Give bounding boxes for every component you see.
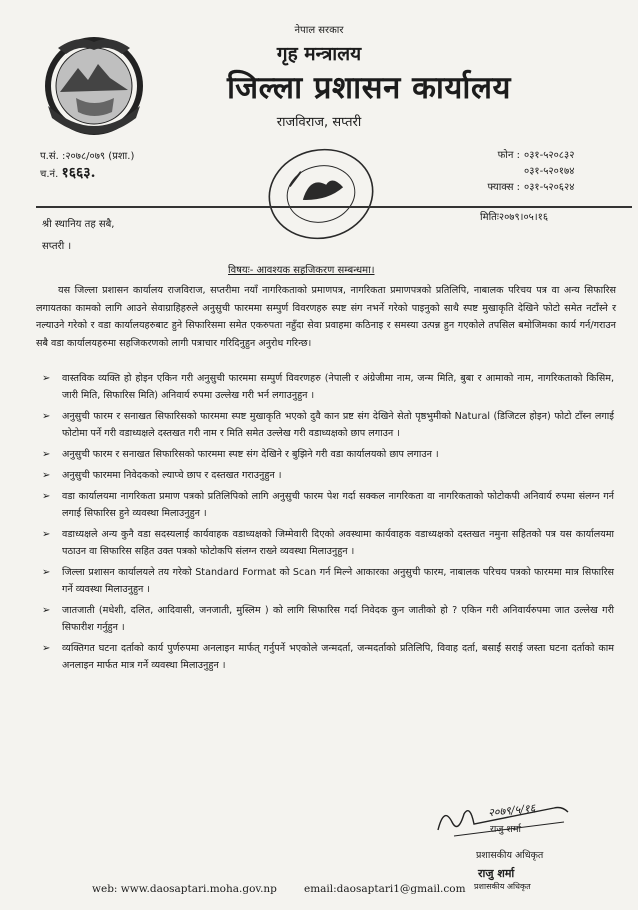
header-divider — [36, 206, 632, 208]
list-item: ➢ अनुसुची फारममा निवेदकको ल्याप्चे छाप र दस्तखत गराउनुहुन । — [36, 467, 614, 484]
recipient-line-1: श्री स्थानिय तह सबै, — [42, 219, 115, 230]
list-item: ➢ अनुसुची फारम र सनाखत सिफारिसको फारममा स्पष्ट संग देखिने र बुझिने गरी वडा कार्यालयको छाप लगाउन । — [36, 446, 614, 463]
fax-row — [472, 180, 574, 196]
signatory-name: राजु शर्मा — [490, 824, 522, 835]
arrow-bullet-icon: ➢ — [42, 373, 51, 384]
name-stamp: राजु शर्मा — [478, 867, 515, 880]
arrow-bullet-icon: ➢ — [42, 449, 51, 460]
letter-subject: विषयः- आवश्यक सहजिकरण सम्बन्धमा। — [228, 265, 375, 276]
phone-row-2 — [472, 164, 574, 180]
list-item: ➢ व्यक्तिगत घटना दर्ताको कार्य पुर्णरुपमा अनलाइन मार्फत् गर्नुपर्ने भएकोले जन्मदर्ता, जन्मदर्ताको प्रतिलिपि, विवाह दर्ता, बसाईं सराई जस्ता घटना दर्ताको काम अनलाइन मार्फत मात्र गर्ने व्यवस्था मिलाउनुहुन । — [36, 640, 614, 674]
body-paragraph: यस जिल्ला प्रशासन कार्यालय राजविराज, सप्तरीमा नयाँ नागरिकताको प्रमाणपत्र, नागरिकता प्रमाणपत्रको प्रतिलिपि, नाबालक परिचय पत्र वा अन्य सिफारिस लगायतका कामको लागि आउने सेवाग्राहिहरुले अनुसुची फारममा सम्पुर्ण विवरणहरु स्पष्ट संग नभर्ने गरेको पाइनुको साथै स्पष्ट मुखाकृति देखिने फोटो समेत नटाँस्ने र नल्याउने गरेको र वडा कार्यालयहरुबाट हुने सिफारिसमा समेत एकरुपता नहुँदा सेवा प्रवाहमा कठिनाइ र समस्या उत्पन्न हुन गएकोले तपसिल बमोजिमका कार्य गर्न/गराउन सबै वडा कार्यालयहरुमा सहजिकरणको लागी पत्राचार गरिदिनुहुन अनुरोध गरिन्छ। — [36, 285, 616, 349]
arrow-bullet-icon: ➢ — [42, 567, 51, 578]
office-name: जिल्ला प्रशासन कार्यालय — [227, 70, 511, 106]
list-item: ➢ वास्तविक व्यक्ति हो होइन एकिन गरी अनुसुची फारममा सम्पुर्ण विवरणहरु (नेपाली र अंग्रेजीमा नाम, जन्म मिति, बुबा र आमाको नाम, नागरिकताको किसिम, जारी मिति, सिफारिस मिति) अनिवार्य रुपमा उल्लेख गरी भर्न लगाउनुहुन । — [36, 370, 614, 404]
phone-number-1: ०३१-५२०८३२ — [524, 150, 575, 161]
dispatch-number-row — [40, 165, 134, 183]
arrow-bullet-icon: ➢ — [42, 529, 51, 540]
signature-date: २०७९/५/१६ — [487, 801, 537, 820]
list-item: ➢ अनुसुची फारम र सनाखत सिफारिसको फारममा स्पष्ट मुखाकृति भएको दुवै कान प्रष्ट संग देखिने सेतो पृष्ठभुमीको Natural (डिजिटल होइन) फोटो टाँस्न लगाई फोटोमा पर्ने गरी वडाध्यक्षले दस्तखत गरी नाम र मिति समेत उल्लेख गरी वडाध्यक्षको छाप लगाउन । — [36, 408, 614, 442]
list-item: ➢ जिल्ला प्रशासन कार्यालयले तय गरेको Standard Format को Scan गर्न मिल्ने आकारका अनुसुची फारम, नाबालक परिचय पत्रको फारममा मात्र सिफारिस गर्ने व्यवस्था मिलाउनुहुन । — [36, 564, 614, 598]
instruction-list — [36, 370, 614, 678]
arrow-bullet-icon: ➢ — [42, 470, 51, 481]
title-stamp: प्रशासकीय अधिकृत — [474, 882, 531, 891]
office-location: राजविराज, सप्तरी — [276, 115, 362, 130]
list-item: ➢ वडाध्यक्षले अन्य कुनै वडा सदस्यलाई कार्यवाहक वडाध्यक्षको जिम्मेवारी दिएको अवस्थामा कार्यवाहक वडाध्यक्षको दस्तखत नमुना सहितको पत्र यस कार्यालयमा पठाउन वा सिफारिस सहित उक्त पत्रको फोटोकपि संलग्न राख्ने व्यवस्था मिलाउनुहुन । — [36, 526, 614, 560]
arrow-bullet-icon: ➢ — [42, 491, 51, 502]
contact-block — [472, 148, 574, 196]
list-item: ➢ जातजाती (मधेशी, दलित, आदिवासी, जनजाती, मुस्लिम ) को लागि सिफारिस गर्दा निवेदक कुन जातीको हो ? एकिन गरी अनिवार्यरुपमा जात उल्लेख गरी सिफारीश गर्नुहुन । — [36, 602, 614, 636]
footer-email: email:daosaptari1@gmail.com — [304, 883, 466, 895]
ministry-name: गृह मन्त्रालय — [276, 43, 362, 65]
fax-label: फ्याक्स : — [487, 182, 520, 193]
recipient-line-2: सप्तरी । — [42, 241, 72, 252]
phone-row-1 — [472, 148, 574, 164]
government-name: नेपाल सरकार — [294, 25, 344, 36]
arrow-bullet-icon: ➢ — [42, 605, 51, 616]
dispatch-label: च.नं. — [40, 169, 59, 180]
signatory-title: प्रशासकीय अधिकृत — [476, 850, 544, 861]
office-seal-icon — [262, 140, 380, 248]
footer-website: web: www.daosaptari.moha.gov.np — [92, 883, 277, 895]
phone-label: फोन : — [497, 150, 520, 161]
arrow-bullet-icon: ➢ — [42, 411, 51, 422]
reference-block — [40, 149, 134, 183]
dispatch-number: १६६३. — [61, 165, 96, 181]
fax-number: ०३१-५२०६२४ — [524, 182, 575, 193]
arrow-bullet-icon: ➢ — [42, 643, 51, 654]
list-item: ➢ वडा कार्यालयमा नागरिकता प्रमाण पत्रको प्रतिलिपिको लागि अनुसुची फारम पेश गर्दा सक्कल नागरिकता वा नागरिकताको फोटोकपी अनिवार्य रुपमा संलग्न गर्न लगाई सिफारिस हुने व्यवस्था मिलाउनुहुन । — [36, 488, 614, 522]
phone-number-2: ०३१-५२०१७४ — [524, 166, 575, 177]
recipient-block — [42, 214, 114, 258]
letter-number: प.सं. :२०७८/०७९ (प्रशा.) — [40, 151, 135, 162]
letter-date: मितिः२०७९।०५।१६ — [480, 212, 549, 223]
